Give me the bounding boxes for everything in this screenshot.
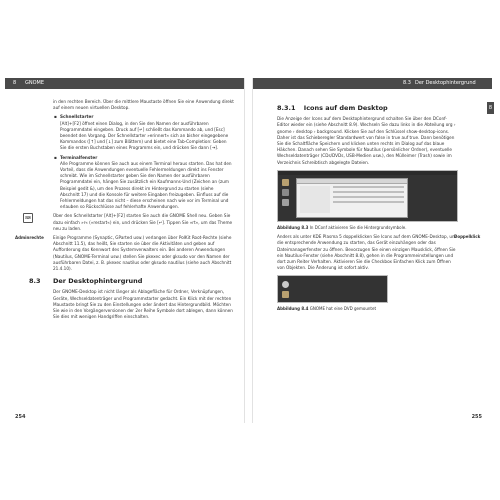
tip-note (25, 213, 234, 232)
caption-text: GNOME hat eine DVD gemountet (309, 306, 377, 312)
dvd-desktop-icons (282, 281, 289, 298)
bullet-heading: Schnellstarter (60, 114, 94, 120)
right-page (252, 78, 492, 423)
bullet-icon: ▪ (54, 114, 57, 120)
drive-icon (282, 199, 289, 206)
bullet-terminalfenster (53, 155, 234, 211)
page-number-left: 254 (15, 414, 26, 420)
window-titlebar (297, 179, 407, 184)
doubleclick-paragraph: Anders als unter KDE Plasma 5 doppelklicken Sie Icons auf dem GNOME-Desktop, um die entsprechende Anwendung zu starten, das Gerät einzuhängen oder das Dateimanagerfenster zu öffnen. Bevorzugen Sie einen einzigen Mausklick, öffnen Sie ein Nautilus-Fenster (siehe Abschnitt 8.8), gehen in die Programmeinstellungen und dort zum Reiter Verhalten. Aktivieren Sie die Checkbox Einfachen Klick zum Öffnen von Objekten. Die Änderung ist sofort aktiv. (277, 234, 457, 271)
running-head-right (253, 78, 492, 89)
dconf-paragraph: Die Anzeige der Icons auf dem Desktophintergrund schalten Sie über den DConf-Editor wieder ein (siehe Abschnitt 8.9). Wechseln Sie dazu links in die Abteilung org › gnome › desktop › background. Klicken Sie auf den Schlüssel show-desktop-icons. Daher ist das Schieberegler Standardwert von false in true auf true. Dann benötigen Sie die Schaltfläche Speichern und klicken unten rechts im Dialog auf das blaue Häkchen. Danach sehen Sie Symbole für Nautilus (persönlicher Ordner), eventuelle Wechseldatenträger (CDs/DVDs, USB-Medien usw.), den Mülleimer (Trash) sowie im Verzeichnis Schreibtisch abgelegte Dateien. (277, 116, 456, 165)
figure-dconf-screenshot (277, 170, 458, 222)
page-number-right: 255 (471, 414, 482, 420)
home-folder-icon (282, 179, 289, 186)
margin-label-doppelklick: Doppelklick (454, 234, 481, 240)
trash-icon (282, 189, 289, 196)
running-head-title: Der Desktophintergrund (415, 80, 476, 86)
figure-caption-1 (277, 225, 458, 230)
figure-top-bar (278, 171, 457, 175)
figure-caption-2 (277, 306, 458, 311)
running-head-section: 8 (13, 80, 17, 86)
window-sidebar (300, 186, 330, 213)
bullet-heading: Terminalfenster (60, 154, 98, 160)
margin-label-adminrechte: Adminrechte (15, 235, 44, 241)
dvd-icon (282, 281, 289, 288)
subsection-number: 8.3.1 (277, 104, 296, 112)
chapter-thumb-tab: 8 (487, 102, 494, 114)
dconf-editor-window (296, 178, 408, 218)
window-row (333, 191, 404, 193)
figure-dvd-screenshot (277, 275, 388, 303)
caption-text: In DConf aktivieren Sie die Hintergrundsymbole. (309, 224, 407, 230)
section-number: 8.3 (29, 277, 41, 286)
running-head-left (5, 78, 244, 89)
admin-paragraph-block (15, 235, 234, 272)
admin-paragraph: Einige Programme (Synaptic, GParted usw.) verlangen über PolKit Root-Rechte (siehe Abschnitt 11.5), das heißt, Sie starten sie über die Aktivitäten und geben auf Aufforderung das Kennwort des Systemverwalters ein. Bei anderen Anwendungen (Nautilus, GNOME-Terminal usw.) stellen Sie pkexec oder gksudo vor den Namen der ausführbaren Datei, z. B. pkexec nautilus oder gksudo nautilus (siehe auch Abschnitt 21.4.10). (53, 235, 232, 272)
bullet-text: [Alt]+[F2] öffnet einen Dialog, in den Sie den Namen der ausführbaren Programmdatei eingeben. Druck auf [↵] schließt das Kommando ab, und [Esc] beendet den Vorgang. Der Schnellstarter »erinnert« sich an bisher eingegebene Kommandos ([↑] und [↓] zum Blättern) und bietet eine Tab-Completion: Geben Sie die ersten Buchstaben eines Programms ein, und drücken Sie dann [⇥]. (60, 120, 229, 151)
caption-label: Abbildung 8.3 (277, 224, 309, 230)
bullet-icon: ▪ (54, 154, 57, 160)
running-head-title: GNOME (25, 80, 45, 86)
doubleclick-block (277, 234, 481, 271)
right-body (277, 99, 481, 316)
window-row (333, 196, 404, 198)
section-paragraph: Der GNOME-Desktop ist nicht länger als Ablagefläche für Ordner, Verknüpfungen, Geräte, Wechseldatenträger und Programmstarter gedacht. Ein Klick mit der rechten Maustaste bringt Sie zu den Einstellungen oder ändert das Hintergrundbild. Möchten Sie wie in den Vorgängerversionen der 2er Reihe Symbole dort ablegen, dann können Sie dies mit wenigen Handgriffen einschalten. (53, 289, 233, 320)
section-title: Der Desktophintergrund (53, 277, 143, 286)
bullet-schnellstarter (53, 114, 234, 151)
caption-label: Abbildung 8.4 (277, 306, 309, 312)
intro-paragraph: in den rechten Bereich. Über die mittlere Maustaste öffnen Sie eine Anwendung direkt auf einem neuen virtuellen Desktop. (53, 99, 234, 111)
left-page (5, 78, 245, 423)
bullet-text: Alle Programme können Sie auch aus einem Terminal heraus starten. Das hat den Vorteil, dass die Anwendungen eventuelle Fehlermeldungen direkt ins Fenster schreibt. Wie im Schnellstarter geben Sie den Namen der ausführbaren Programmdatei ein, hängen Sie zusätzlich ein Kaufmanns-Und (Zeichen an (zum Beispiel gedit &), um den Prozess direkt im Hintergrund zu starten (siehe Abschnitt 17) und die Konsole für weitere Eingaben freizugeben. Einfluss auf die Fehlermeldungen hat das nicht – diese erscheinen nach wie vor im Terminal und erlauben so Rückschlüsse auf fehlerhafte Anwendungen. (60, 160, 232, 210)
folder-icon (282, 291, 289, 298)
desktop-icons (282, 179, 289, 206)
section-heading (29, 277, 234, 286)
window-row (333, 186, 404, 188)
running-head-section: 8.3 (403, 80, 411, 86)
subsection-heading (277, 105, 458, 111)
subsection-title: Icons auf dem Desktop (303, 104, 388, 112)
window-row (333, 201, 404, 203)
keyboard-icon: ⌨ (23, 213, 33, 223)
tip-note-text: Über den Schnellstarter [Alt]+[F2] starten Sie auch die GNOME Shell neu. Geben Sie dazu einfach »r« (»restart«) ein, und drücken Sie [↵]. Tippen Sie »rt«, um das Theme neu zu laden. (53, 213, 233, 231)
left-body (15, 99, 234, 324)
